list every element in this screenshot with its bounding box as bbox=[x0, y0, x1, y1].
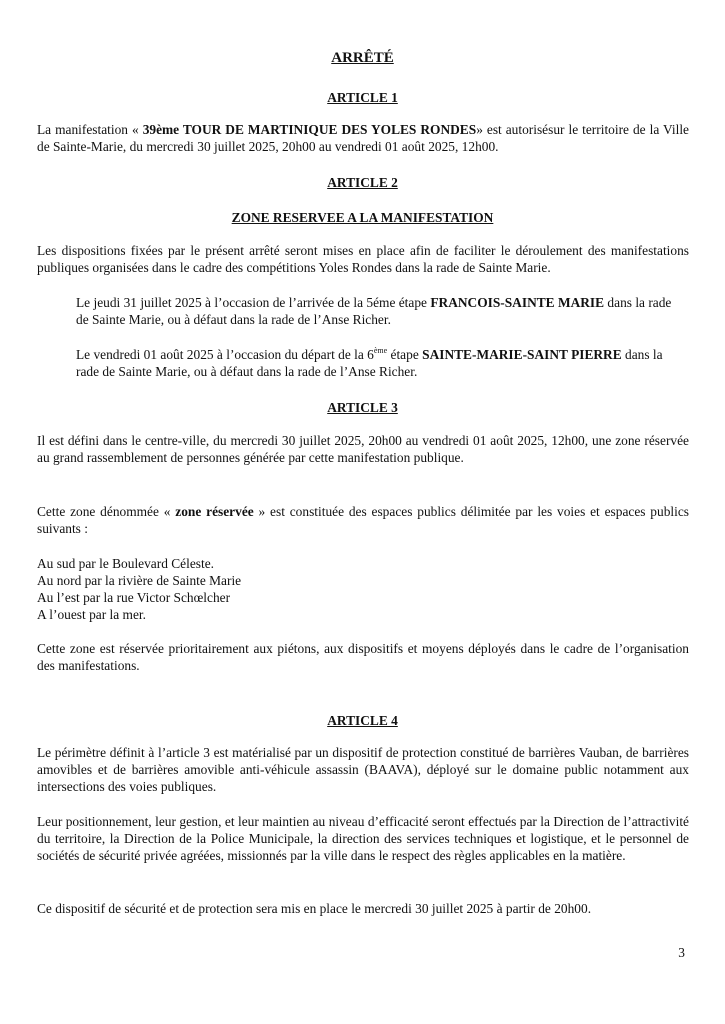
zone-bound-north: Au nord par la rivière de Sainte Marie bbox=[37, 573, 242, 588]
article-3-paragraph-1: Il est défini dans le centre-ville, du mercredi 30 juillet 2025, 20h00 au vendredi 01 août 2025, 12h00, une zone réservée au grand rassemblement de personnes générée par cette manifestation publique. bbox=[37, 433, 689, 465]
article-2-paragraph: Les dispositions fixées par le présent arrêté seront mises en place afin de faciliter le déroulement des manifestations publiques organisées dans le cadre des compétitions Yoles Rondes dans la rade de Sainte Marie. bbox=[37, 243, 689, 275]
item-1-stage: FRANCOIS-SAINTE MARIE bbox=[430, 295, 605, 310]
zone-bound-east: Au l’est par la rue Victor Schœlcher bbox=[37, 590, 231, 605]
zone-bound-south: Au sud par le Boulevard Céleste. bbox=[37, 556, 215, 571]
item-2-stage: SAINTE-MARIE-SAINT PIERRE bbox=[422, 347, 622, 362]
page-number: 3 bbox=[678, 945, 685, 960]
article-3-heading: ARTICLE 3 bbox=[327, 400, 398, 415]
article-2-heading: ARTICLE 2 bbox=[327, 175, 398, 190]
item-2-text-a: Le vendredi 01 août 2025 à l’occasion du départ de la 6 bbox=[76, 347, 374, 362]
article-1-heading: ARTICLE 1 bbox=[327, 90, 398, 105]
article-2-item-1 bbox=[76, 294, 686, 328]
zone-bound-west: A l’ouest par la mer. bbox=[37, 607, 146, 622]
article-2-subheading: ZONE RESERVEE A LA MANIFESTATION bbox=[231, 210, 494, 225]
article-2-item-2 bbox=[76, 346, 686, 380]
article-4-paragraph-1: Le périmètre définit à l’article 3 est matérialisé par un dispositif de protection constitué de barrières Vauban, de barrières amovibles et de barrières amovible anti-véhicule assassin (BAAVA), déployé sur le domaine public notamment aux intersections des voies publiques. bbox=[37, 745, 689, 794]
article-3-paragraph-2 bbox=[37, 503, 689, 537]
article-3-paragraph-3: Cette zone est réservée prioritairement aux piétons, aux dispositifs et moyens déployés dans le cadre de l’organisation des manifestations. bbox=[37, 641, 689, 673]
item-2-text-b: étape bbox=[387, 347, 423, 362]
article-1-paragraph bbox=[37, 121, 689, 155]
zone-text-a: Cette zone dénommée « bbox=[37, 504, 176, 519]
article-4-paragraph-3: Ce dispositif de sécurité et de protection sera mis en place le mercredi 30 juillet 2025 à partir de 20h00. bbox=[37, 901, 592, 916]
article-4-heading: ARTICLE 4 bbox=[327, 713, 398, 728]
event-name: 39ème TOUR DE MARTINIQUE DES YOLES RONDES bbox=[142, 122, 477, 137]
item-1-text-a: Le jeudi 31 juillet 2025 à l’occasion de l’arrivée de la 5éme étape bbox=[76, 295, 431, 310]
zone-text-b: » est constituée des espaces publics délimitée par les voies et espaces publics suivants : bbox=[37, 504, 689, 536]
zone-name: zone réservée bbox=[175, 504, 254, 519]
item-1-text-b: dans la rade de Sainte Marie, ou à défaut dans la rade de l’Anse Richer. bbox=[76, 295, 672, 327]
item-2-superscript: ème bbox=[373, 345, 388, 355]
article-1-text-b: » est autorisésur le territoire de la Ville de Sainte-Marie, du mercredi 30 juillet 2025, 20h00 au vendredi 01 août 2025, 12h00. bbox=[37, 122, 689, 154]
article-1-text-a: La manifestation « bbox=[37, 122, 143, 137]
document-title: ARRÊTÉ bbox=[331, 50, 394, 66]
item-2-text-c: dans la rade de Sainte Marie, ou à défaut dans la rade de l’Anse Richer. bbox=[76, 347, 663, 379]
article-4-paragraph-2: Leur positionnement, leur gestion, et leur maintien au niveau d’efficacité seront effectués par la Direction de l’attractivité du territoire, la Direction de la Police Municipale, la direction des services techniques et logistique, et le personnel de sociétés de sécurité privée agréées, missionnés par la ville dans le respect des règles applicables en la matière. bbox=[37, 814, 689, 863]
